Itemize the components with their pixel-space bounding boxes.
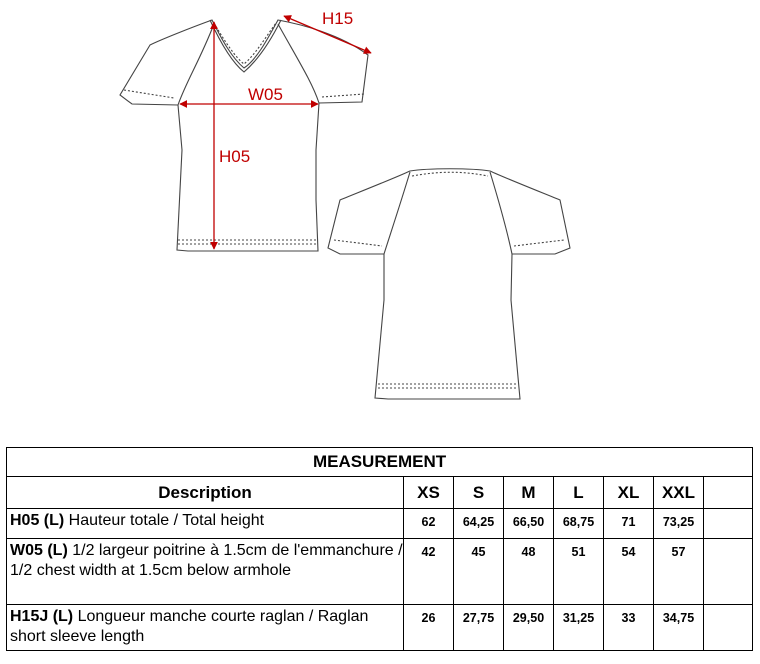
dimension-lines xyxy=(180,16,371,249)
value-cell: 27,75 xyxy=(454,605,504,651)
value-cell: 34,75 xyxy=(654,605,704,651)
value-cell xyxy=(704,539,753,605)
measure-code: H15J (L) xyxy=(10,608,74,625)
value-cell: 66,50 xyxy=(504,509,554,539)
measure-text: Longueur manche courte raglan / Raglan short sleeve length xyxy=(10,608,369,645)
back-view-shirt xyxy=(328,169,570,399)
size-header: XS xyxy=(404,477,454,509)
value-cell: 31,25 xyxy=(554,605,604,651)
measure-text: 1/2 largeur poitrine à 1.5cm de l'emmanchure / 1/2 chest width at 1.5cm below armhole xyxy=(10,542,403,579)
value-cell: 45 xyxy=(454,539,504,605)
value-cell: 29,50 xyxy=(504,605,554,651)
description-header: Description xyxy=(7,477,404,509)
size-header: M xyxy=(504,477,554,509)
value-cell xyxy=(704,509,753,539)
value-cell: 48 xyxy=(504,539,554,605)
value-cell: 51 xyxy=(554,539,604,605)
table-title: MEASUREMENT xyxy=(7,448,753,477)
value-cell: 57 xyxy=(654,539,704,605)
value-cell: 73,25 xyxy=(654,509,704,539)
measurement-table xyxy=(6,447,753,651)
value-cell: 26 xyxy=(404,605,454,651)
value-cell: 54 xyxy=(604,539,654,605)
front-view-shirt xyxy=(120,20,368,251)
measure-code: H05 (L) xyxy=(10,512,65,529)
size-header: L xyxy=(554,477,604,509)
w05-label: W05 xyxy=(248,85,283,104)
value-cell: 62 xyxy=(404,509,454,539)
table-row xyxy=(7,509,753,539)
measure-code: W05 (L) xyxy=(10,542,68,559)
table-row xyxy=(7,539,753,605)
header-row xyxy=(7,477,753,509)
size-header: S xyxy=(454,477,504,509)
measure-text: Hauteur totale / Total height xyxy=(64,512,265,529)
size-header xyxy=(704,477,753,509)
size-header: XL xyxy=(604,477,654,509)
h15-label: H15 xyxy=(322,9,354,28)
row-description xyxy=(7,509,404,539)
row-description xyxy=(7,539,404,605)
table-row xyxy=(7,605,753,651)
value-cell: 33 xyxy=(604,605,654,651)
value-cell: 68,75 xyxy=(554,509,604,539)
row-description xyxy=(7,605,404,651)
value-cell xyxy=(704,605,753,651)
h05-label: H05 xyxy=(219,147,251,166)
value-cell: 71 xyxy=(604,509,654,539)
value-cell: 42 xyxy=(404,539,454,605)
size-header: XXL xyxy=(654,477,704,509)
value-cell: 64,25 xyxy=(454,509,504,539)
